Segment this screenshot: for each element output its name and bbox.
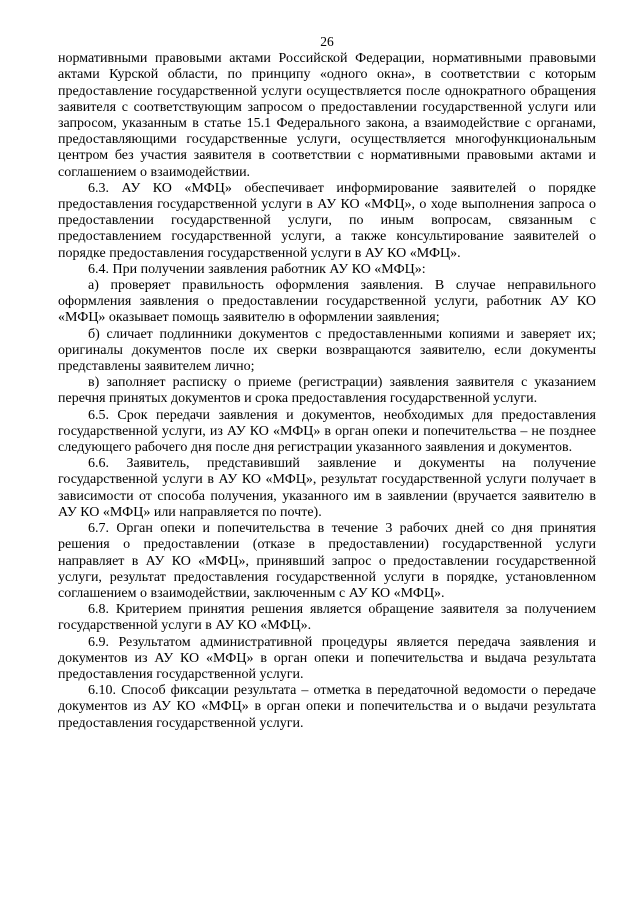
paragraph-6-8: 6.8. Критерием принятия решения является обращение заявителя за получением государственной услуги в АУ КО «МФЦ».: [58, 602, 596, 634]
paragraph-6-3: 6.3. АУ КО «МФЦ» обеспечивает информирование заявителей о порядке предоставления государственной услуги в АУ КО «МФЦ», о ходе выполнения запроса о предоставлении государственной услуги, по иным вопросам, связанным с предоставлением государственной услуги, а также консультирование заявителей о порядке предоставления государственной услуги в АУ КО «МФЦ».: [58, 180, 596, 261]
paragraph-6-6: 6.6. Заявитель, представивший заявление и документы на получение государственной услуги в АУ КО «МФЦ», результат государственной услуги получает в зависимости от способа получения, указанного им в заявлении (вручается заявителю в АУ КО «МФЦ» или направляется по почте).: [58, 456, 596, 520]
paragraph-6-5: 6.5. Срок передачи заявления и документов, необходимых для предоставления государственной услуги, из АУ КО «МФЦ» в орган опеки и попечительства – не позднее следующего рабочего дня после дня регистрации указанного заявления и документов.: [58, 407, 596, 456]
paragraph-6-9: 6.9. Результатом административной процедуры является передача заявления и документов из АУ КО «МФЦ» в орган опеки и попечительства и выдача результата предоставления государственной услуги.: [58, 634, 596, 682]
paragraph-6-4-b: б) сличает подлинники документов с предоставленными копиями и заверяет их; оригиналы документов после их сверки возвращаются заявителю, если документы представлены заявителем лично;: [58, 326, 596, 375]
paragraph-6-4-v: в) заполняет расписку о приеме (регистрации) заявления заявителя с указанием перечня принятых документов и срока предоставления государственной услуги.: [58, 375, 596, 407]
paragraph-6-7: 6.7. Орган опеки и попечительства в течение 3 рабочих дней со дня принятия решения о предоставлении (отказе в предоставлении) государственной услуги направляет в АУ КО «МФЦ», принявший запрос о предоставлении государственной услуги, результат предоставления государственной услуги в порядке, установленном соглашением о взаимодействии, заключенным с АУ КО «МФЦ».: [58, 521, 596, 601]
page-number: 26: [320, 34, 334, 49]
paragraph-6-4: 6.4. При получении заявления работник АУ КО «МФЦ»:: [88, 261, 426, 277]
paragraph-6-4-a: а) проверяет правильность оформления заявления. В случае неправильного оформления заявления о предоставлении государственной услуги, работник АУ КО «МФЦ» оказывает помощь заявителю в оформлении заявления;: [58, 278, 596, 326]
paragraph-intro-continuation: нормативными правовыми актами Российской Федерации, нормативными правовыми актами Курской области, по принципу «одного окна», в соответствии с которым предоставление государственной услуги осуществляется после однократного обращения заявителя с соответствующим запросом о предоставлении государственной услуги или запросом, указанным в статье 15.1 Федерального закона, а взаимодействие с органами, предоставляющими государственные услуги, осуществляется многофункциональным центром без участия заявителя в соответствии с нормативными правовыми актами и соглашением о взаимодействии.: [58, 51, 596, 180]
document-page: [58, 34, 596, 732]
paragraph-6-10: 6.10. Способ фиксации результата – отметка в передаточной ведомости о передаче документов из АУ КО «МФЦ» в орган опеки и попечительства и о выдачи результата предоставления государственной услуги.: [58, 683, 596, 731]
